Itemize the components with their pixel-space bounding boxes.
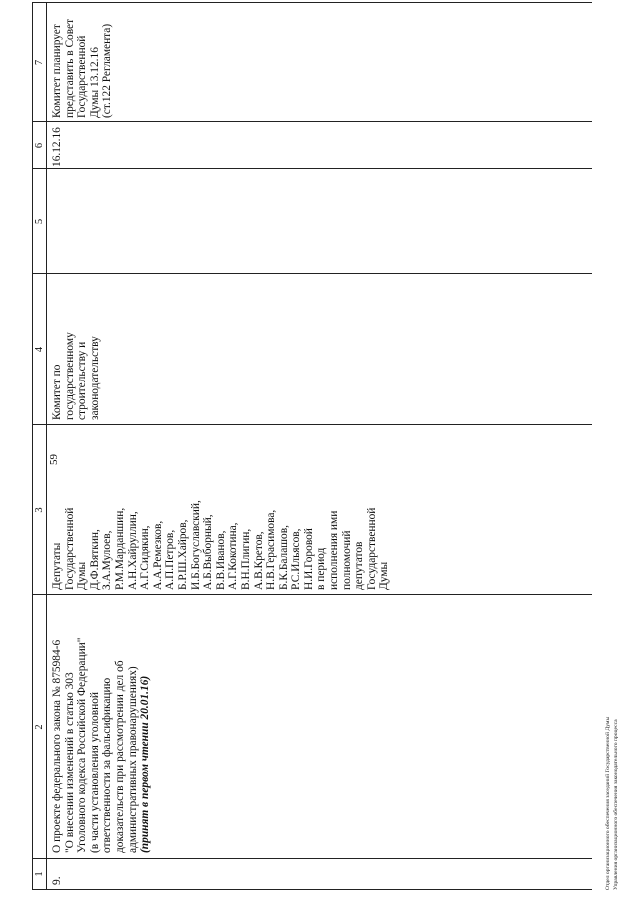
column-divider [32, 2, 592, 3]
submission-date: 16.12.16 [51, 127, 63, 167]
committee-line: законодательству [88, 336, 101, 420]
author-line: И.Б.Богуславский, [189, 500, 202, 590]
committee-line: строительству и [76, 341, 89, 420]
column-divider [32, 424, 592, 425]
author-line: В.В.Иванов, [214, 530, 227, 590]
author-line: Б.К.Балашов, [277, 525, 290, 590]
column-divider [32, 121, 592, 122]
column-divider [32, 168, 592, 169]
column-header-4: 4 [34, 346, 45, 353]
author-line: А.Н.Хайруллин, [126, 511, 139, 590]
author-line: А.Б.Выборный, [202, 514, 215, 590]
bill-title-line: (в части установления уголовной [88, 691, 101, 853]
table [32, 2, 592, 890]
bill-title-line: О проекте федерального закона № 875984-6 [51, 639, 63, 853]
column-divider [32, 594, 592, 595]
author-line: Н.В.Герасимова, [265, 509, 278, 590]
responsible-committee [51, 276, 101, 420]
author-line: Б.Р.Ш.Хайров, [176, 519, 189, 590]
bill-title-line: административных правонарушениях) [126, 666, 139, 853]
column-divider [32, 273, 592, 274]
first-reading-note: (принят в первом чтении 20.01.16) [139, 675, 152, 853]
author-line: Думы [378, 561, 391, 590]
footer-department: Отдел организационного обеспечения заседаний Государственной Думы [605, 716, 611, 890]
committee-line: Комитет по [51, 364, 63, 420]
author-line: А.П.Петров, [164, 529, 177, 590]
author-line: З.А.Мулоев, [101, 530, 114, 590]
author-line: в период [315, 547, 328, 590]
author-line: Депутаты [51, 542, 63, 590]
author-line: А.А.Ремезков, [151, 520, 164, 590]
bill-title-line: ответственности за фальсификацию [101, 677, 114, 853]
author-line: А.В.Кретов, [252, 531, 265, 590]
plan-line: представить в Совет [63, 18, 76, 118]
author-line: депутатов [353, 541, 366, 590]
column-header-6: 6 [34, 142, 45, 149]
header-divider [46, 2, 47, 889]
author-line: Думы [76, 561, 89, 590]
author-line: А.Г.Кокотина, [227, 522, 240, 590]
bill-authors [51, 428, 391, 590]
footer-directorate: Управления организационного обеспечения законодательного процесса [613, 719, 619, 890]
footer [604, 717, 620, 890]
author-line: Государственной [63, 507, 76, 590]
table-top-border [32, 2, 33, 889]
column-header-5: 5 [34, 218, 45, 225]
plan-line: Государственной [76, 35, 89, 118]
bill-title-line: доказательств при рассмотрении дел об [113, 660, 126, 853]
author-line: исполнения ими [328, 510, 341, 590]
plan-line: Комитет планирует [51, 24, 63, 118]
column-header-1: 1 [34, 871, 45, 877]
page-number: 59 [48, 454, 60, 465]
bill-title-line: "О внесении изменений в статью 303 [63, 672, 76, 853]
column-divider [32, 858, 592, 859]
author-line: Д.Ф.Вяткин, [88, 529, 101, 590]
committee-line: государственному [63, 332, 76, 420]
author-line: А.Г.Сидякин, [139, 525, 152, 590]
column-header-7: 7 [34, 59, 45, 66]
author-line: Р.М.Марданшин, [113, 507, 126, 590]
author-line: Н.И.Горовой [302, 528, 315, 590]
author-line: Р.С.Ильясов, [290, 528, 303, 590]
row-number: 9. [51, 876, 63, 885]
bill-title-line: Уголовного кодекса Российской Федерации" [76, 637, 89, 853]
author-line: В.Н.Плигин, [239, 528, 252, 590]
bill-title [51, 599, 152, 853]
plan-line: (ст.122 Регламента) [101, 23, 114, 118]
column-header-2: 2 [34, 724, 45, 730]
plan-line: Думы 13.12.16 [88, 47, 101, 118]
committee-plan [51, 4, 114, 118]
author-line: Государственной [365, 507, 378, 590]
author-line: полномочий [340, 530, 353, 590]
column-header-3: 3 [34, 507, 45, 513]
